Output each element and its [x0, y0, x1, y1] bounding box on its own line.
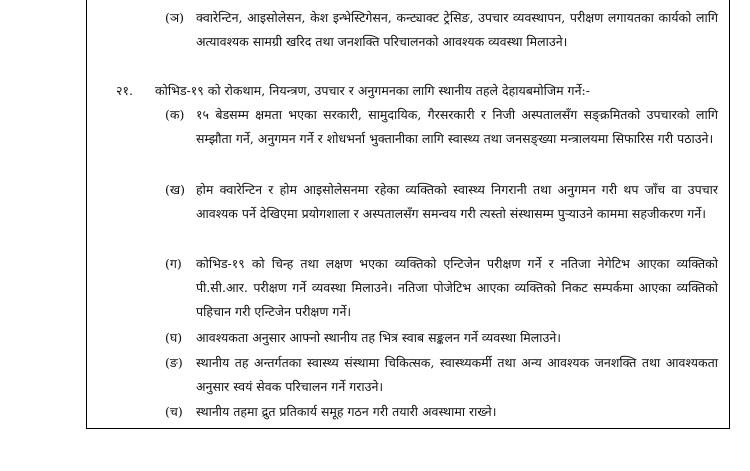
item-label: (च) [165, 404, 183, 419]
item-text: स्थानीय तहमा द्रुत प्रतिकार्य समूह गठन गरी तयारी अवस्थामा राख्ने। [196, 404, 497, 419]
item-text: होम क्वारेन्टिन र होम आइसोलेसनमा रहेका व्यक्तिको स्वास्थ्य निगरानी तथा अनुगमन गरी थप जाँच वा उपचार आवश्यक पर्ने देखिएमा प्रयोगशाला र अस्पतालसँग समन्वय गरी त्यस्तो संस्थासम्म पुर्‍याउने काममा सहजीकरण गर्ने। [196, 182, 718, 221]
item-text: आवश्यकता अनुसार आफ्नो स्थानीय तह भित्र स्वाब सङ्कलन गर्ने व्यवस्था मिलाउने। [196, 330, 562, 345]
item-text: क्वारेन्टिन, आइसोलेसन, केश इन्भेस्टिगेसन, कन्ट्याक्ट ट्रेसिङ, उपचार व्यवस्थापन, परीक्षण लगायतका कार्यको लागि अत्यावश्यक सामग्री खरिद तथा जनशक्ति परिचालनको आवश्यक व्यवस्था मिलाउने। [196, 10, 718, 49]
section-heading: कोभिड-१९ को रोकथाम, नियन्त्रण, उपचार र अनुगमनका लागि स्थानीय तहले देहायबमोजिम गर्ने:- [155, 83, 590, 98]
item-label: (ञ) [165, 10, 185, 25]
item-text: स्थानीय तह अन्तर्गतका स्वास्थ्य संस्थामा चिकित्सक, स्वास्थ्यकर्मी तथा अन्य आवश्यक जनशक्ति तथा आवश्यकता अनुसार स्वयं सेवक परिचालन गर्ने गराउने। [196, 355, 718, 394]
item-label: (ग) [165, 256, 182, 271]
item-text: १५ बेडसम्म क्षमता भएका सरकारी, सामुदायिक, गैरसरकारी र निजी अस्पतालसँग सङ्क्रमितको उपचारको लागि सम्झौता गर्ने, अनुगमन गर्ने र शोधभर्ना भुक्तानीका लागि स्वास्थ्य तथा जनसङ्ख्या मन्त्रालयमा सिफारिस गरी पठाउने। [196, 107, 718, 146]
item-text: कोभिड-१९ को चिन्ह तथा लक्षण भएका व्यक्तिको एन्टिजेन परीक्षण गर्ने र नतिजा नेगेटिभ आएका व्यक्तिको पी.सी.आर. परीक्षण गर्ने व्यवस्था मिलाउने। नतिजा पोजेटिभ आएका व्यक्तिको निकट सम्पर्कमा आएका व्यक्तिको पहिचान गरी एन्टिजेन परीक्षण गर्ने। [196, 256, 718, 319]
item-label: (ङ) [165, 355, 183, 370]
section-number: २१. [116, 83, 133, 98]
item-label: (ख) [165, 182, 185, 197]
item-label: (घ) [165, 330, 183, 345]
item-label: (क) [165, 107, 185, 122]
